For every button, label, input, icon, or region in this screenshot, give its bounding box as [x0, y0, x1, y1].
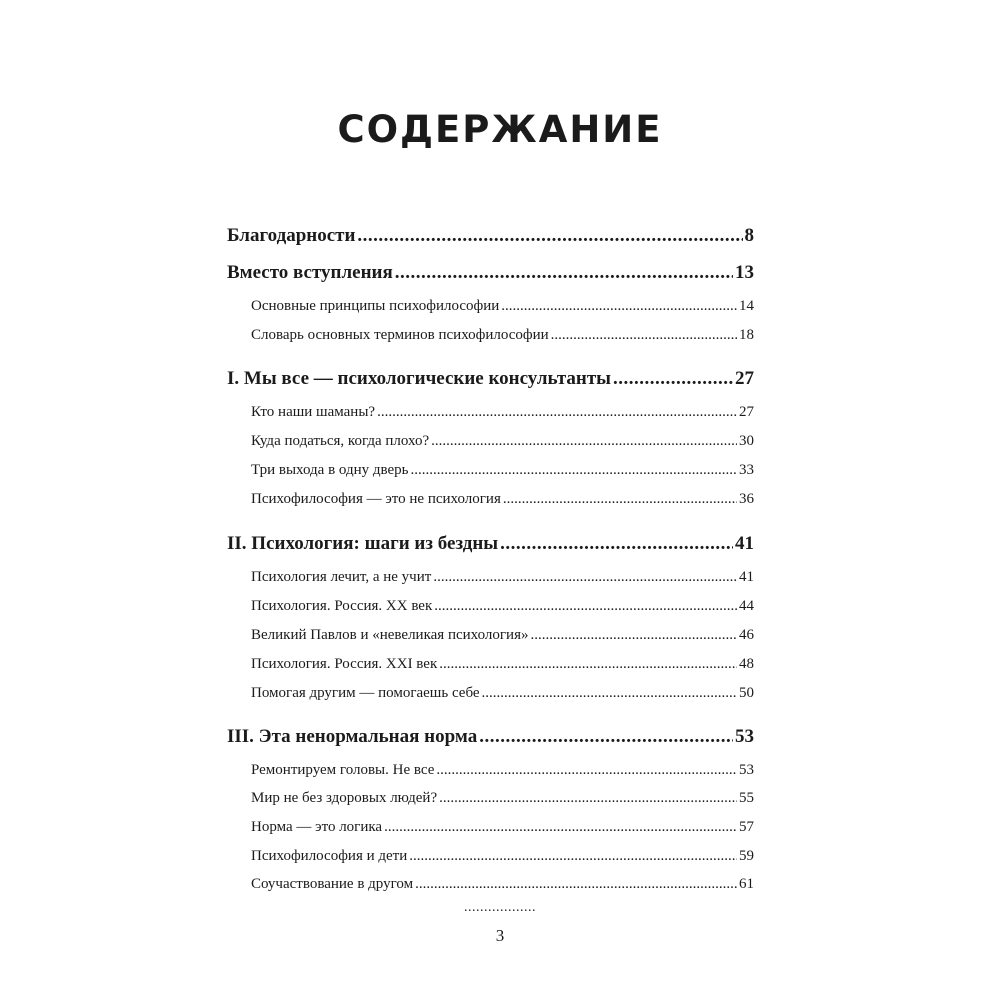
toc-chapter-row: [227, 225, 754, 249]
dot-leader: [439, 656, 737, 673]
toc-entry-title: I. Мы все — психологические консультанты: [227, 368, 611, 389]
toc-section-row: [251, 848, 754, 868]
dot-leader: [503, 491, 737, 508]
toc-entry-page: 61: [739, 876, 754, 892]
toc-section-row: [251, 327, 754, 347]
dot-leader: [482, 685, 737, 702]
toc-section-row: [251, 433, 754, 453]
toc-section-row: [251, 876, 754, 896]
dot-leader: [551, 327, 737, 344]
toc-entry-page: 30: [739, 433, 754, 449]
toc-entry-title: Психофилософия и дети: [251, 848, 408, 864]
dot-leader: [357, 225, 742, 247]
toc-section-row: [251, 762, 754, 782]
dot-leader: [479, 726, 733, 748]
toc-entry-title: Мир не без здоровых людей?: [251, 790, 438, 806]
toc-entry-page: 48: [739, 656, 754, 672]
toc-section-row: [251, 598, 754, 618]
toc-entry-title: Основные принципы психофилософии: [251, 298, 500, 314]
toc-entry-page: 27: [735, 368, 754, 389]
toc-section-row: [251, 656, 754, 676]
dot-leader: [411, 462, 738, 479]
dot-leader: [434, 598, 737, 615]
dot-leader: [439, 790, 737, 807]
toc-entry-title: Куда податься, когда плохо?: [251, 433, 430, 449]
dot-leader: [433, 569, 737, 586]
toc-entry-title: Психология. Россия. XXI век: [251, 656, 438, 672]
toc-entry-title: Ремонтируем головы. Не все: [251, 762, 435, 778]
toc-entry-page: 8: [744, 225, 754, 246]
toc-entry-title: Кто наши шаманы?: [251, 404, 376, 420]
dot-leader: [409, 848, 737, 865]
toc-section-row: [251, 404, 754, 424]
dot-leader: [384, 819, 737, 836]
toc-entry-page: 46: [739, 627, 754, 643]
toc-entry-title: Три выхода в одну дверь: [251, 462, 409, 478]
toc-section-row: [251, 298, 754, 318]
toc-entry-title: Вместо вступления: [227, 262, 393, 283]
toc-entry-page: 53: [739, 762, 754, 778]
toc-chapter-row: [227, 368, 754, 392]
toc-entry-title: Психология лечит, а не учит: [251, 569, 432, 585]
toc-entry-page: 14: [739, 298, 754, 314]
toc-entry-page: 53: [735, 726, 754, 747]
dot-leader: [436, 762, 737, 779]
toc-entry-title: III. Эта ненормальная норма: [227, 726, 478, 747]
toc-entry-title: II. Психология: шаги из бездны: [227, 533, 499, 554]
toc-chapter-row: [227, 726, 754, 750]
toc-section-row: [251, 685, 754, 705]
toc-entry-page: 57: [739, 819, 754, 835]
dot-leader: [500, 533, 733, 555]
toc-section-row: [251, 569, 754, 589]
toc-chapter-row: [227, 262, 754, 286]
toc-entry-title: Великий Павлов и «невеликая психология»: [251, 627, 529, 643]
page-number: 3: [495, 926, 505, 945]
toc-entry-page: 27: [739, 404, 754, 420]
dot-leader: [415, 876, 737, 893]
dot-leader: [501, 298, 737, 315]
dot-leader: [530, 627, 737, 644]
page-title: СОДЕРЖАНИЕ: [337, 108, 663, 151]
toc-entry-title: Словарь основных терминов психофилософии: [251, 327, 549, 343]
toc-section-row: [251, 790, 754, 810]
toc-entry-title: Соучаствование в другом: [251, 876, 414, 892]
toc-entry-page: 50: [739, 685, 754, 701]
toc-entry-page: 41: [739, 569, 754, 585]
toc-entry-page: 36: [739, 491, 754, 507]
toc-entry-page: 59: [739, 848, 754, 864]
toc-chapter-row: [227, 533, 754, 557]
toc-section-row: [251, 462, 754, 482]
toc-entry-title: Психофилософия — это не психология: [251, 491, 501, 507]
toc-entry-page: 18: [739, 327, 754, 343]
dot-leader: [613, 368, 733, 390]
toc-entry-page: 44: [739, 598, 754, 614]
toc-entry-page: 41: [735, 533, 754, 554]
dot-leader: [377, 404, 737, 421]
dot-leader: [431, 433, 737, 450]
toc-entry-title: Благодарности: [227, 225, 356, 246]
toc-entry-page: 33: [739, 462, 754, 478]
toc-section-row: [251, 819, 754, 839]
continuation-dots: ..................: [464, 900, 536, 915]
dot-leader: [395, 262, 733, 284]
toc-entry-page: 13: [735, 262, 754, 283]
toc-entry-title: Помогая другим — помогаешь себе: [251, 685, 480, 701]
toc-entry-title: Психология. Россия. XX век: [251, 598, 433, 614]
toc-section-row: [251, 627, 754, 647]
toc-entry-page: 55: [739, 790, 754, 806]
toc-entry-title: Норма — это логика: [251, 819, 383, 835]
toc-section-row: [251, 491, 754, 511]
